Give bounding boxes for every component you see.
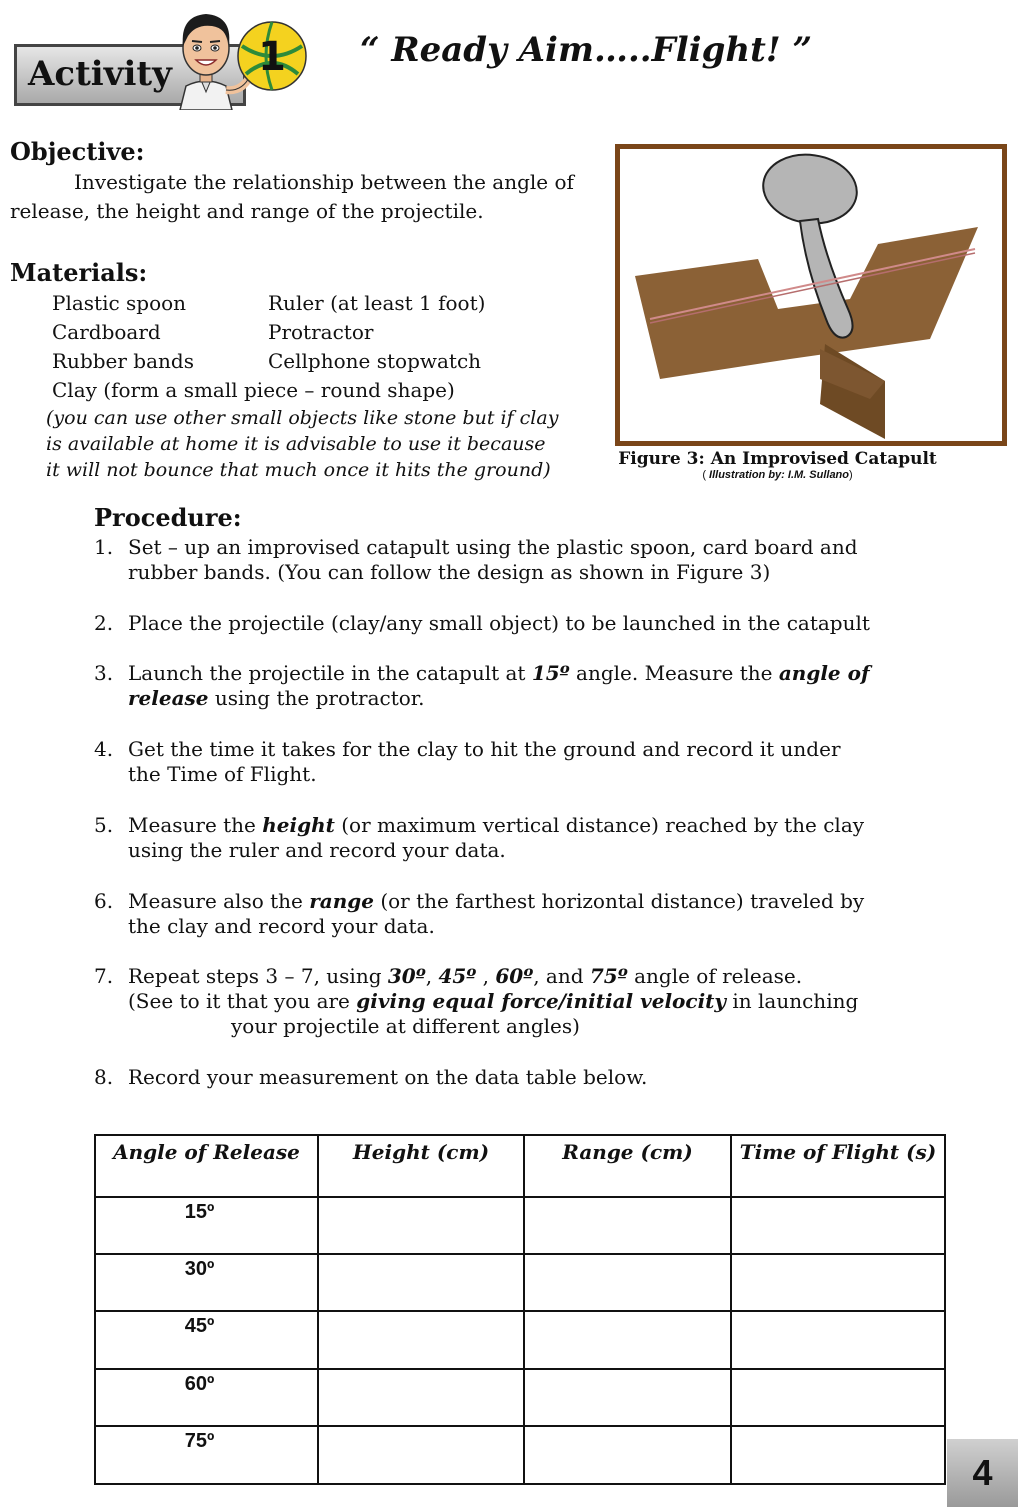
activity-number: 1 — [258, 34, 286, 80]
procedure-heading: Procedure: — [94, 503, 242, 532]
height-cell[interactable] — [318, 1426, 524, 1484]
mascot-illustration — [168, 6, 308, 110]
column-header: Range (cm) — [524, 1135, 731, 1197]
table-row — [95, 1254, 945, 1311]
procedure-step: 5. Measure the height (or maximum vertical distance) reached by the clay using the ruler and record your data. — [94, 813, 865, 862]
table-row — [95, 1369, 945, 1426]
page-title: “ Ready Aim…..Flight! ” — [360, 30, 813, 70]
angle-cell: 15º — [95, 1197, 318, 1254]
material-item: Plastic spoon — [52, 291, 187, 315]
figure-credit: ( Illustration by: I.M. Sullano) — [702, 469, 853, 481]
materials-note-line: it will not bounce that much once it hits the ground) — [46, 459, 551, 481]
time-cell[interactable] — [731, 1311, 945, 1368]
page-number: 4 — [947, 1439, 1018, 1507]
column-header: Angle of Release — [95, 1135, 318, 1197]
table-row — [95, 1311, 945, 1368]
material-item: Protractor — [268, 320, 374, 344]
material-item: Ruler (at least 1 foot) — [268, 291, 486, 315]
table-header-row — [95, 1135, 945, 1197]
angle-cell: 75º — [95, 1426, 318, 1484]
catapult-figure — [615, 144, 1007, 446]
materials-heading: Materials: — [10, 258, 148, 287]
range-cell[interactable] — [524, 1369, 731, 1426]
time-cell[interactable] — [731, 1369, 945, 1426]
height-cell[interactable] — [318, 1311, 524, 1368]
procedure-step: 7. Repeat steps 3 – 7, using 30º, 45º , 60º, and 75º angle of release. (See to it that you are giving equal force/initial velocity in launching your projectile at different angles) — [94, 964, 859, 1038]
height-cell[interactable] — [318, 1254, 524, 1311]
range-cell[interactable] — [524, 1426, 731, 1484]
height-cell[interactable] — [318, 1197, 524, 1254]
material-item: Rubber bands — [52, 349, 194, 373]
catapult-illustration — [620, 149, 1002, 441]
angle-cell: 60º — [95, 1369, 318, 1426]
time-cell[interactable] — [731, 1254, 945, 1311]
procedure-step: 6. Measure also the range (or the farthest horizontal distance) traveled by the clay and record your data. — [94, 889, 865, 938]
angle-cell: 45º — [95, 1311, 318, 1368]
procedure-step: 3. Launch the projectile in the catapult at 15º angle. Measure the angle of release using the protractor. — [94, 661, 870, 710]
table-row — [95, 1426, 945, 1484]
material-item: Cellphone stopwatch — [268, 349, 482, 373]
table-row — [95, 1197, 945, 1254]
time-cell[interactable] — [731, 1426, 945, 1484]
materials-note-line: (you can use other small objects like stone but if clay — [46, 407, 559, 429]
activity-label: Activity — [28, 54, 172, 94]
material-item-clay: Clay (form a small piece – round shape) — [52, 378, 455, 402]
column-header: Time of Flight (s) — [731, 1135, 945, 1197]
procedure-step: 1. Set – up an improvised catapult using the plastic spoon, card board and rubber bands. (You can follow the design as shown in Figure 3) — [94, 535, 858, 584]
time-cell[interactable] — [731, 1197, 945, 1254]
figure-caption: Figure 3: An Improvised Catapult — [618, 449, 937, 469]
objective-line-2: release, the height and range of the projectile. — [10, 199, 484, 223]
materials-note-line: is available at home it is advisable to use it because — [46, 433, 546, 455]
column-header: Height (cm) — [318, 1135, 524, 1197]
objective-heading: Objective: — [10, 137, 145, 166]
procedure-step: 4. Get the time it takes for the clay to hit the ground and record it under the Time of Flight. — [94, 737, 841, 786]
angle-cell: 30º — [95, 1254, 318, 1311]
range-cell[interactable] — [524, 1197, 731, 1254]
procedure-step: 8. Record your measurement on the data table below. — [94, 1065, 648, 1089]
procedure-step: 2. Place the projectile (clay/any small object) to be launched in the catapult — [94, 611, 870, 635]
range-cell[interactable] — [524, 1254, 731, 1311]
range-cell[interactable] — [524, 1311, 731, 1368]
data-table — [94, 1134, 946, 1485]
height-cell[interactable] — [318, 1369, 524, 1426]
objective-line-1: Investigate the relationship between the angle of — [74, 170, 574, 194]
material-item: Cardboard — [52, 320, 161, 344]
